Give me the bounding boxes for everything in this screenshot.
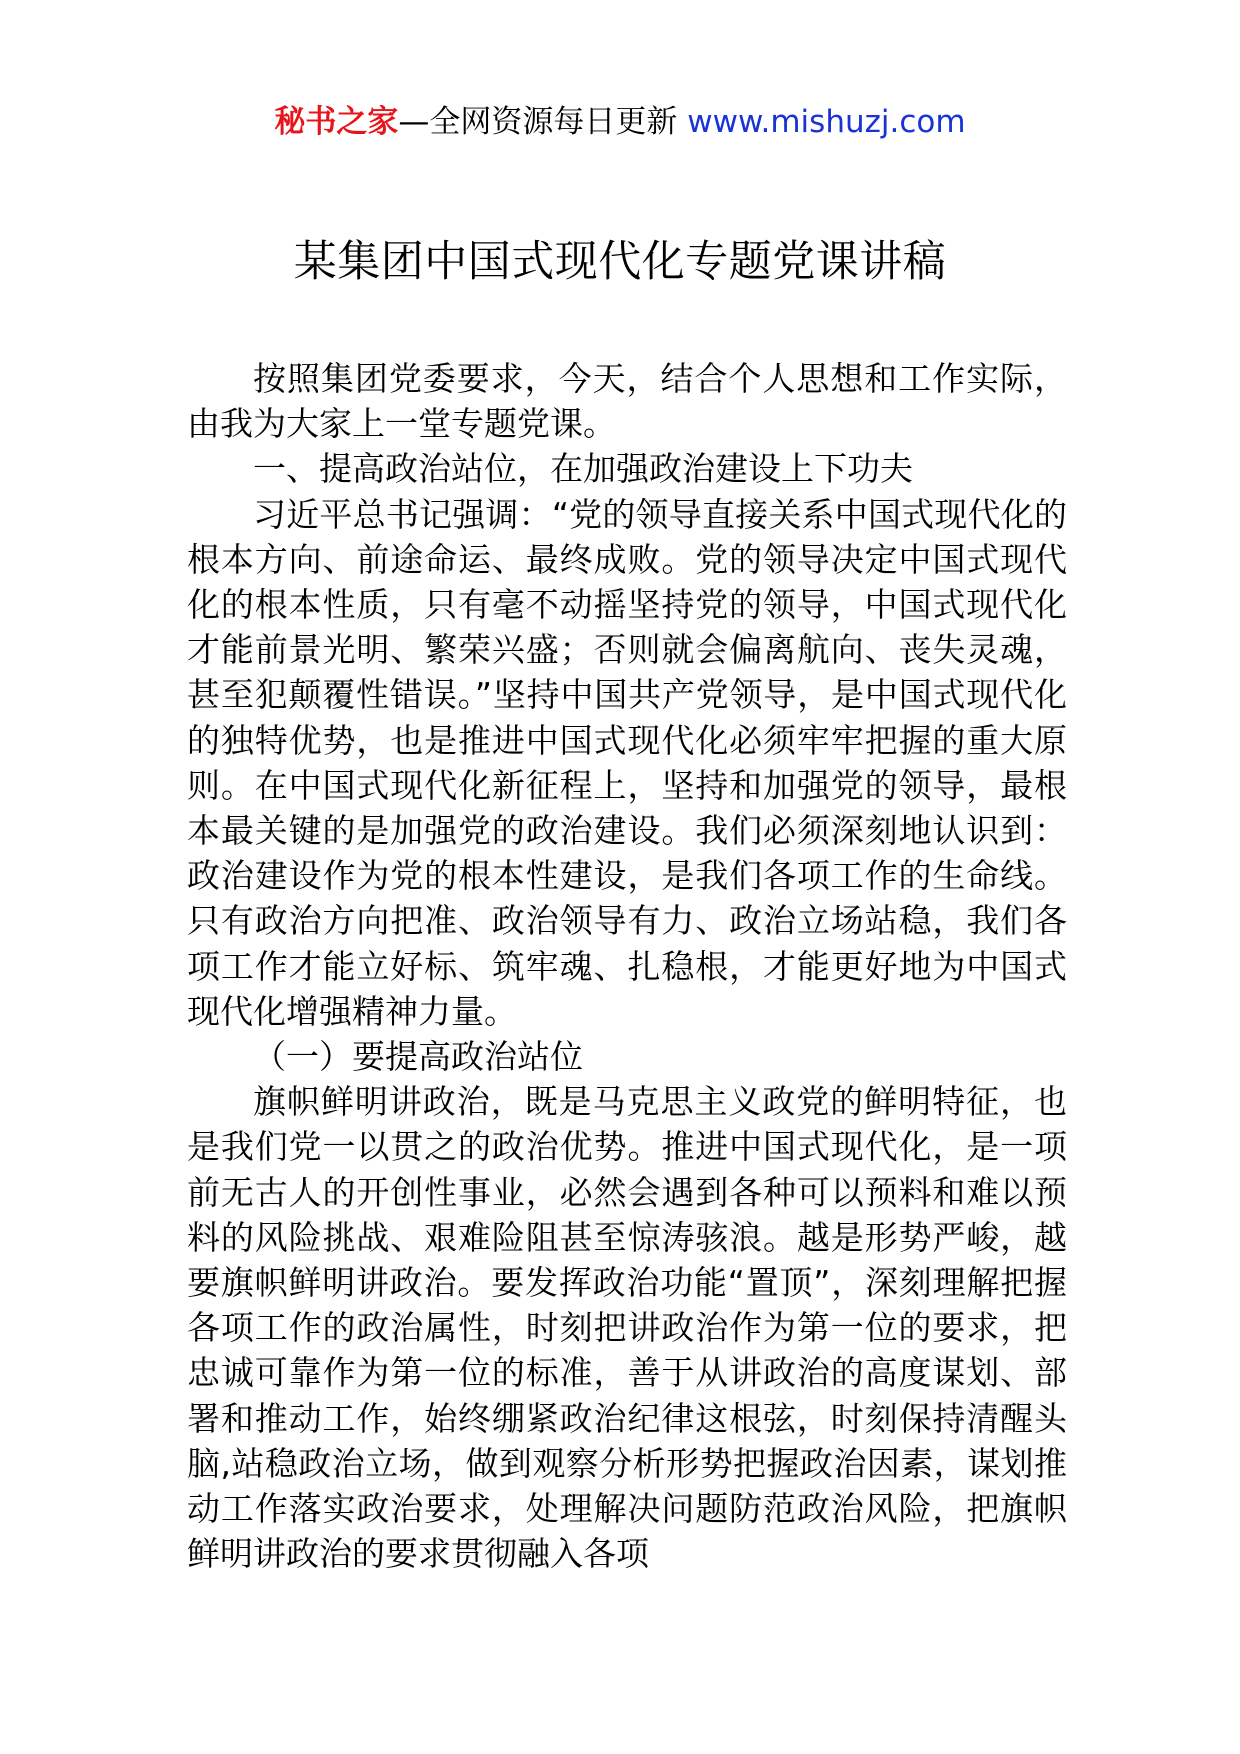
site-header bbox=[0, 100, 1240, 144]
intro-paragraph: 按照集团党委要求，今天，结合个人思想和工作实际，由我为大家上一堂专题党课。 bbox=[187, 359, 1067, 444]
document-title: 某集团中国式现代化专题党课讲稿 bbox=[293, 237, 947, 287]
site-tagline: —全网资源每日更新 bbox=[398, 104, 688, 140]
body-paragraph: 习近平总书记强调：“党的领导直接关系中国式现代化的根本方向、前途命运、最终成败。党的领导决定中国式现代化的根本性质，只有毫不动摇坚持党的领导，中国式现代化才能前景光明、繁荣兴盛；否则就会偏离航向、丧失灵魂，甚至犯颠覆性错误。”坚持中国共产党领导，是中国式现代化的独特优势，也是推进中国式现代化必须牢牢把握的重大原则。在中国式现代化新征程上，坚持和加强党的领导，最根本最关键的是加强党的政治建设。我们必须深刻地认识到：政治建设作为党的根本性建设，是我们各项工作的生命线。只有政治方向把准、政治领导有力、政治立场站稳，我们各项工作才能立好标、筑牢魂、扎稳根，才能更好地为中国式现代化增强精神力量。 bbox=[187, 494, 1067, 1031]
site-brand: 秘书之家 bbox=[274, 104, 399, 140]
site-url-link[interactable]: www.mishuzj.com bbox=[687, 104, 966, 140]
body-paragraph: 旗帜鲜明讲政治，既是马克思主义政党的鲜明特征，也是我们党一以贯之的政治优势。推进中国式现代化，是一项前无古人的开创性事业，必然会遇到各种可以预料和难以预料的风险挑战、艰难险阻甚至惊涛骇浪。越是形势严峻，越要旗帜鲜明讲政治。要发挥政治功能“置顶”，深刻理解把握各项工作的政治属性，时刻把讲政治作为第一位的要求，把忠诚可靠作为第一位的标准，善于从讲政治的高度谋划、部署和推动工作，始终绷紧政治纪律这根弦，时刻保持清醒头脑,站稳政治立场，做到观察分析形势把握政治因素，谋划推动工作落实政治要求，处理解决问题防范政治风险，把旗帜鲜明讲政治的要求贯彻融入各项 bbox=[187, 1082, 1067, 1574]
document-body bbox=[187, 356, 1067, 1576]
subsection-heading: （一）要提高政治站位 bbox=[253, 1037, 583, 1077]
section-heading: 一、提高政治站位，在加强政治建设上下功夫 bbox=[253, 449, 913, 489]
